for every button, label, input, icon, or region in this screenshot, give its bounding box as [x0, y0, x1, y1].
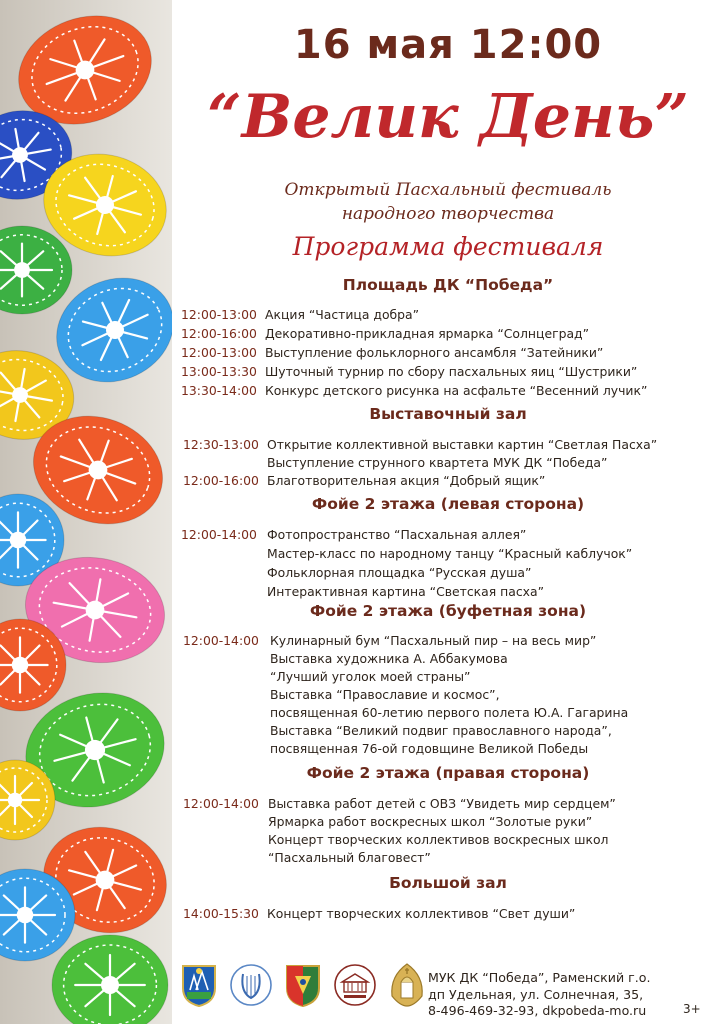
schedule-text: Благотворительная акция “Добрый ящик”	[267, 473, 546, 488]
schedule-time: 12:00-16:00	[183, 473, 259, 488]
schedule-text: Акция “Частица добра”	[265, 307, 420, 322]
schedule-line	[183, 723, 612, 738]
partner-logos	[176, 962, 430, 1014]
schedule-text: Мастер-класс по народному танцу “Красный каблучок”	[267, 546, 633, 561]
pobeda-house-of-culture-logo	[332, 962, 378, 1008]
schedule-time: 13:00-13:30	[181, 364, 257, 379]
schedule-line	[181, 383, 647, 398]
section-title: Площадь ДК “Победа”	[342, 276, 554, 294]
schedule-text: Выставка “Православие и космос”,	[270, 687, 500, 702]
organizer-info	[428, 970, 650, 1020]
schedule-text: посвященная 60-летию первого полета Ю.А. Гагарина	[270, 705, 629, 720]
schedule-line	[181, 565, 531, 580]
schedule-text: Ярмарка работ воскресных школ “Золотые руки”	[268, 814, 593, 829]
schedule-time: 12:00-14:00	[183, 633, 259, 648]
section-title: Фойе 2 этажа (правая сторона)	[306, 764, 590, 782]
schedule-time: 12:30-13:00	[183, 437, 259, 452]
schedule-line	[183, 814, 592, 829]
schedule-text: Конкурс детского рисунка на асфальте “Весенний лучик”	[265, 383, 648, 398]
section-title: Фойе 2 этажа (левая сторона)	[311, 495, 585, 513]
schedule-time: 12:00-14:00	[181, 527, 257, 542]
schedule-line	[183, 669, 470, 684]
schedule-line	[181, 326, 589, 341]
schedule-text: Выставка работ детей с ОВЗ “Увидеть мир сердцем”	[268, 796, 616, 811]
schedule-text: посвященная 76-ой годовщине Великой Победы	[270, 741, 589, 756]
schedule-time: 13:30-14:00	[181, 383, 257, 398]
schedule-line	[183, 796, 616, 811]
lyre-culture-logo	[228, 962, 274, 1008]
schedule-text: Открытие коллективной выставки картин “Светлая Пасха”	[267, 437, 658, 452]
event-date: 16 мая 12:00	[293, 22, 603, 68]
schedule-time: 12:00-13:00	[181, 345, 257, 360]
schedule-text: “Лучший уголок моей страны”	[270, 669, 471, 684]
schedule-text: Фольклорная площадка “Русская душа”	[267, 565, 532, 580]
schedule-line	[181, 527, 526, 542]
section-title: Выставочный зал	[369, 405, 527, 423]
schedule-line	[183, 437, 657, 452]
schedule-line	[181, 307, 419, 322]
schedule-time: 12:00-14:00	[183, 796, 259, 811]
schedule-line	[183, 633, 596, 648]
schedule-line	[183, 651, 508, 666]
schedule-line	[183, 832, 608, 847]
schedule-line	[183, 473, 545, 488]
schedule-text: Фотопространство “Пасхальная аллея”	[267, 527, 527, 542]
schedule-line	[183, 687, 500, 702]
schedule-text: Кулинарный бум “Пасхальный пир – на весь мир”	[270, 633, 597, 648]
schedule-text: Концерт творческих коллективов воскресных школ	[268, 832, 609, 847]
schedule-text: Выставка художника А. Аббакумова	[270, 651, 508, 666]
festival-subtitle	[172, 178, 724, 226]
schedule-line	[181, 364, 637, 379]
schedule-line	[183, 705, 628, 720]
easter-eggs-decoration	[0, 0, 172, 1024]
subtitle-line-2: народного творчества	[341, 204, 555, 224]
schedule-time: 12:00-13:00	[181, 307, 257, 322]
schedule-line	[181, 345, 603, 360]
schedule-text: Декоративно-прикладная ярмарка “Солнцеград”	[265, 326, 590, 341]
schedule-text: Концерт творческих коллективов “Свет души”	[267, 906, 576, 921]
schedule-text: Выступление фольклорного ансамбля “Затейники”	[265, 345, 604, 360]
age-rating-badge: 3+	[683, 1002, 701, 1016]
schedule-time: 14:00-15:30	[183, 906, 259, 921]
festival-title: “Велик День”	[207, 82, 689, 152]
schedule-line	[183, 455, 607, 470]
schedule-time: 12:00-16:00	[181, 326, 257, 341]
coat-of-arms-ramensky-logo	[176, 962, 222, 1008]
schedule-text: “Пасхальный благовест”	[268, 850, 431, 865]
schedule-line	[181, 546, 632, 561]
schedule-line	[183, 741, 588, 756]
church-emblem-logo	[384, 962, 430, 1008]
organizer-contacts: 8-496-469-32-93, dkpobeda-mo.ru	[428, 1003, 647, 1018]
coat-of-arms-udelnaya-logo	[280, 962, 326, 1008]
program-heading: Программа фестиваля	[292, 232, 604, 261]
schedule-text: Шуточный турнир по сбору пасхальных яиц “Шустрики”	[265, 364, 638, 379]
organizer-address: дп Удельная, ул. Солнечная, 35,	[428, 986, 644, 1002]
section-title: Большой зал	[389, 874, 507, 892]
section-title: Фойе 2 этажа (буфетная зона)	[309, 602, 587, 620]
schedule-text: Выступление струнного квартета МУК ДК “Победа”	[267, 455, 608, 470]
schedule-line	[183, 850, 431, 865]
schedule-line	[183, 906, 575, 921]
organizer-name: МУК ДК “Победа”, Раменский г.о.	[428, 970, 651, 985]
schedule-text: Интерактивная картина “Светская пасха”	[267, 584, 545, 599]
subtitle-line-1: Открытый Пасхальный фестиваль	[284, 180, 612, 200]
schedule-line	[181, 584, 544, 599]
schedule-text: Выставка “Великий подвиг православного народа”,	[270, 723, 612, 738]
